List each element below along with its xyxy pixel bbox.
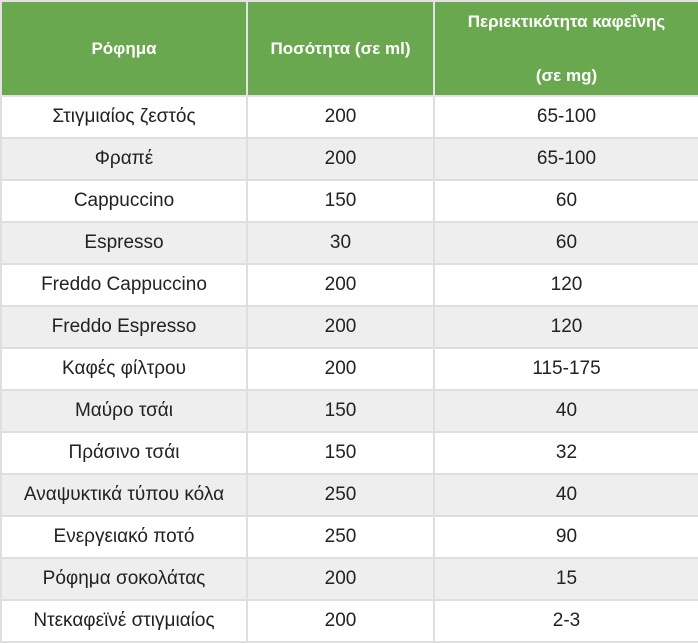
- quantity-cell: 250: [247, 516, 434, 558]
- drink-cell: Espresso: [1, 222, 247, 264]
- header-row: [1, 1, 698, 96]
- table-row: [1, 516, 698, 558]
- drink-cell: Στιγμιαίος ζεστός: [1, 96, 247, 138]
- drink-cell: Καφές φίλτρου: [1, 348, 247, 390]
- drink-cell: Freddo Cappuccino: [1, 264, 247, 306]
- drink-cell: Αναψυκτικά τύπου κόλα: [1, 474, 247, 516]
- table-row: [1, 432, 698, 474]
- caffeine-cell: 40: [434, 474, 698, 516]
- drink-cell: Cappuccino: [1, 180, 247, 222]
- quantity-cell: 200: [247, 348, 434, 390]
- caffeine-cell: 65-100: [434, 96, 698, 138]
- drink-cell: Πράσινο τσάι: [1, 432, 247, 474]
- caffeine-cell: 120: [434, 264, 698, 306]
- caffeine-cell: 60: [434, 222, 698, 264]
- table-row: [1, 348, 698, 390]
- caffeine-cell: 90: [434, 516, 698, 558]
- drink-cell: Ενεργειακό ποτό: [1, 516, 247, 558]
- quantity-cell: 150: [247, 180, 434, 222]
- caffeine-cell: 15: [434, 558, 698, 600]
- table-row: [1, 96, 698, 138]
- table-row: [1, 390, 698, 432]
- drink-cell: Freddo Espresso: [1, 306, 247, 348]
- table-row: [1, 558, 698, 600]
- table-row: [1, 180, 698, 222]
- quantity-cell: 200: [247, 96, 434, 138]
- header-caffeine: [434, 1, 698, 96]
- quantity-cell: 150: [247, 390, 434, 432]
- caffeine-cell: 2-3: [434, 600, 698, 642]
- table-row: [1, 138, 698, 180]
- caffeine-cell: 115-175: [434, 348, 698, 390]
- quantity-cell: 200: [247, 558, 434, 600]
- drink-cell: Ντεκαφεϊνέ στιγμιαίος: [1, 600, 247, 642]
- drink-cell: Ρόφημα σοκολάτας: [1, 558, 247, 600]
- caffeine-cell: 65-100: [434, 138, 698, 180]
- quantity-cell: 200: [247, 138, 434, 180]
- drink-cell: Μαύρο τσάι: [1, 390, 247, 432]
- quantity-cell: 250: [247, 474, 434, 516]
- quantity-cell: 200: [247, 600, 434, 642]
- quantity-cell: 150: [247, 432, 434, 474]
- table-row: [1, 222, 698, 264]
- header-quantity: Ποσότητα (σε ml): [247, 1, 434, 96]
- header-caffeine-line2: (σε mg): [535, 65, 598, 85]
- table-row: [1, 474, 698, 516]
- drink-cell: Φραπέ: [1, 138, 247, 180]
- table-header: [1, 1, 698, 96]
- table-row: [1, 600, 698, 642]
- table-row: [1, 264, 698, 306]
- quantity-cell: 30: [247, 222, 434, 264]
- header-caffeine-line1: Περιεκτικότητα καφεΐνης: [467, 11, 666, 31]
- quantity-cell: 200: [247, 264, 434, 306]
- quantity-cell: 200: [247, 306, 434, 348]
- caffeine-cell: 32: [434, 432, 698, 474]
- table-row: [1, 306, 698, 348]
- caffeine-cell: 120: [434, 306, 698, 348]
- table-body: [1, 96, 698, 642]
- header-drink: Ρόφημα: [1, 1, 247, 96]
- caffeine-cell: 60: [434, 180, 698, 222]
- caffeine-cell: 40: [434, 390, 698, 432]
